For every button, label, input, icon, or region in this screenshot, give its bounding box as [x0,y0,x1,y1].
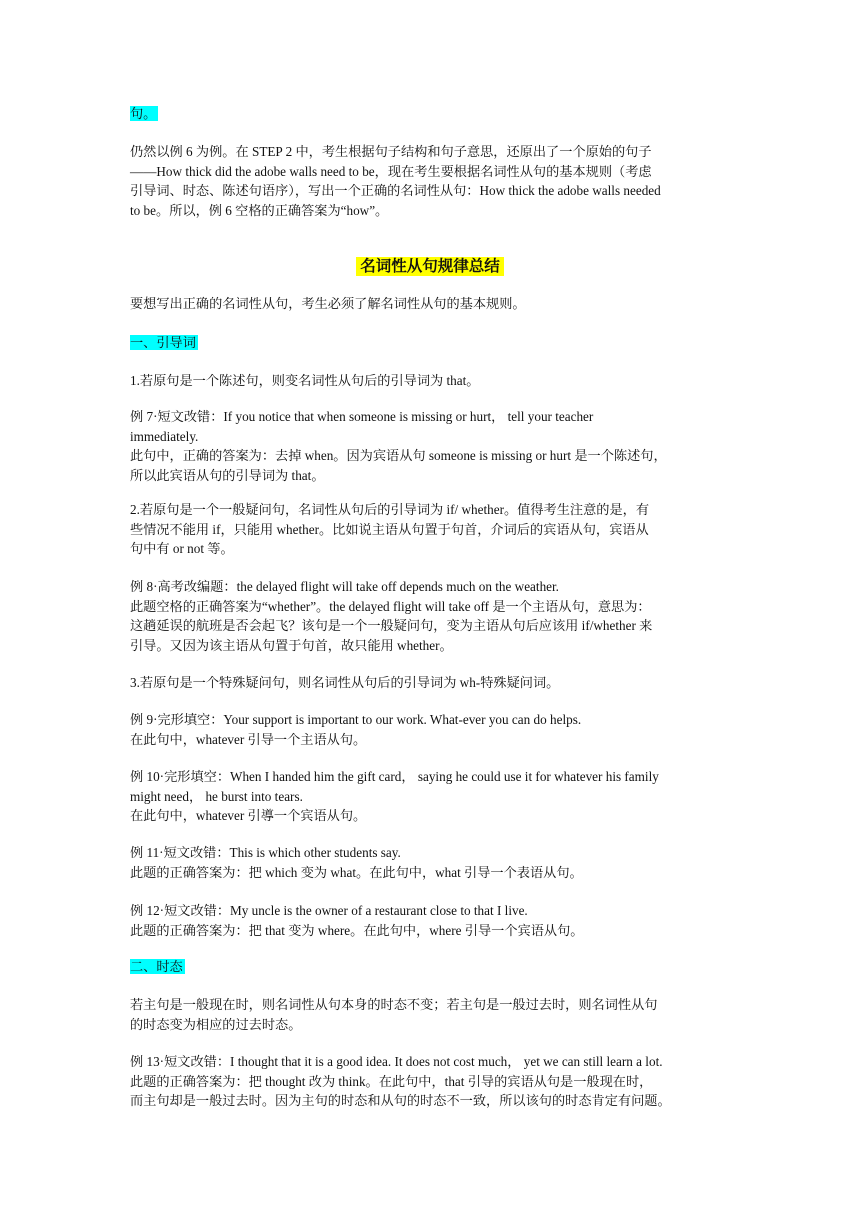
text-line: 要想写出正确的名词性从句，考生必须了解名词性从句的基本规则。 [130,296,526,311]
text-line: 在此句中，whatever 引導一个宾语从句。 [130,808,367,823]
text-line: 句中有 or not 等。 [130,541,234,556]
text-line: 引导词、时态、陈述句语序），写出一个正确的名词性从句：How thick the adobe walls needed [130,183,661,198]
example-8 [130,577,730,655]
example-9 [130,710,730,749]
text-line: 此题的正确答案为：把 which 变为 what。在此句中，what 引导一个表语从句。 [130,864,583,880]
text-line: 此题空格的正确答案为“whether”。the delayed flight will take off 是一个主语从句，意思为： [130,598,651,614]
text-line: 若主句是一般现在时，则名词性从句本身的时态不变；若主句是一般过去时，则名词性从句 [130,997,658,1012]
text-line: 此题的正确答案为：把 thought 改为 think。在此句中，that 引导的宾语从句是一般现在时， [130,1073,653,1089]
text-line: 在此句中，whatever 引导一个主语从句。 [130,731,367,747]
text-line: 这趟延误的航班是否会起飞？该句是一个一般疑问句，变为主语从句后应该用 if/whether 来 [130,618,653,633]
section-title [130,256,730,278]
top-fragment [130,104,730,124]
text-line: might need， he burst into tears. [130,788,303,804]
text-line: 例 7·短文改错：If you notice that when someone is missing or hurt， tell your teacher [130,409,594,424]
text-line: 2.若原句是一个一般疑问句，名词性从句后的引导词为 if/ whether。值得考生注意的是，有 [130,502,650,517]
paragraph-example6 [130,142,730,220]
text-line: 而主句却是一般过去时。因为主句的时态和从句的时态不一致，所以该句的时态肯定有问题。 [130,1093,671,1108]
text-line: ——How thick did the adobe walls need to be，现在考生要根据名词性从句的基本规则（考虑 [130,163,652,179]
example-11 [130,843,730,882]
top-fragment-text: 句。 [130,106,157,121]
heading-tense [130,957,730,977]
example-12 [130,901,730,940]
example-7 [130,407,730,485]
intro-paragraph [130,294,730,314]
text-line: 3.若原句是一个特殊疑问句，则名词性从句后的引导词为 wh-特殊疑问词。 [130,675,560,690]
text-line: 此句中，正确的答案为：去掉 when。因为宾语从句 someone is missing or hurt 是一个陈述句， [130,448,667,463]
rule-3 [130,673,730,693]
text-line: 所以此宾语从句的引导词为 that。 [130,467,325,483]
text-line: to be。所以，例 6 空格的正确答案为“how”。 [130,202,389,218]
text-line: 些情况不能用 if，只能用 whether。比如说主语从句置于句首，介词后的宾语从句，宾语从 [130,521,649,537]
tense-rule [130,995,730,1034]
text-line: 例 13·短文改错：I thought that it is a good idea. It does not cost much， yet we can still learn a lot. [130,1054,663,1069]
heading-introducers [130,333,730,353]
example-13 [130,1052,730,1111]
text-line: 1.若原句是一个陈述句，则变名词性从句后的引导词为 that。 [130,373,480,388]
example-10 [130,767,730,826]
heading-text: 二、时态 [130,959,183,974]
text-line: immediately. [130,428,199,444]
rule-2 [130,500,730,559]
text-line: 例 8·高考改编题：the delayed flight will take off depends much on the weather. [130,579,559,594]
text-line: 例 10·完形填空：When I handed him the gift card， saying he could use it for whatever his family [130,769,659,784]
text-line: 仍然以例 6 为例。在 STEP 2 中，考生根据句子结构和句子意思，还原出了一个原始的句子 [130,144,652,159]
heading-text: 一、引导词 [130,335,196,350]
text-line: 此题的正确答案为：把 that 变为 where。在此句中，where 引导一个宾语从句。 [130,922,584,938]
text-line: 例 11·短文改错：This is which other students say. [130,845,401,860]
text-line: 引导。又因为该主语从句置于句首，故只能用 whether。 [130,637,453,653]
text-line: 例 9·完形填空：Your support is important to our work. What-ever you can do helps. [130,712,582,727]
text-line: 例 12·短文改错：My uncle is the owner of a restaurant close to that I live. [130,903,528,918]
rule-1 [130,371,730,391]
section-title-text: 名词性从句规律总结 [356,257,504,276]
text-line: 的时态变为相应的过去时态。 [130,1016,302,1032]
